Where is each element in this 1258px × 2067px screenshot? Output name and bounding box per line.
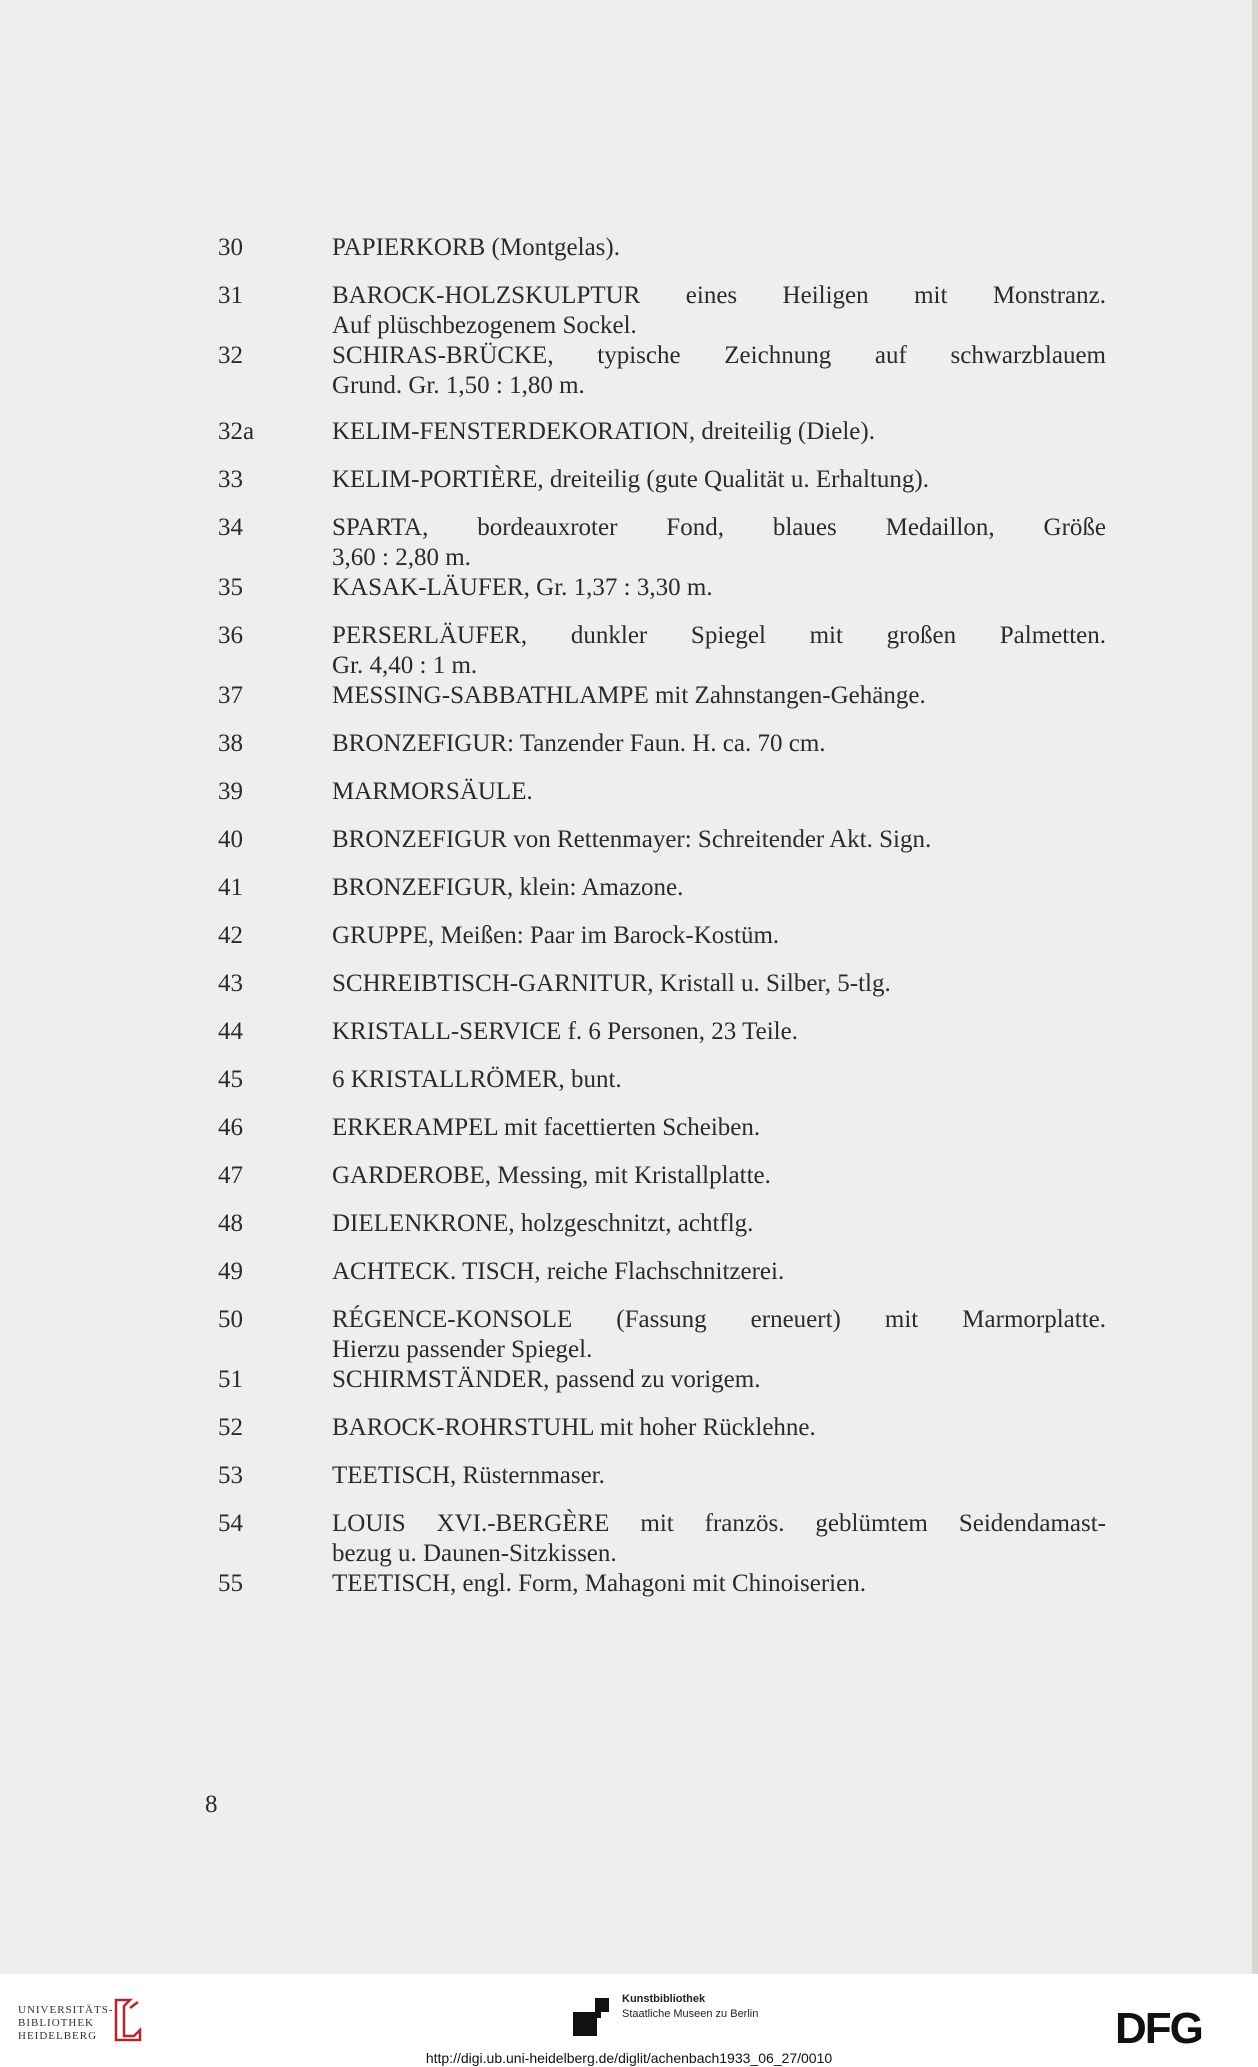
entry-description	[332, 281, 1106, 341]
entry-number: 52	[218, 1414, 243, 1441]
entry-number: 53	[218, 1462, 243, 1489]
entry-number: 37	[218, 682, 243, 709]
page-edge	[1252, 0, 1258, 1974]
entry-line: KASAK-LÄUFER, Gr. 1,37 : 3,30 m.	[332, 574, 713, 601]
entry-number: 34	[218, 514, 243, 541]
entry-description	[332, 969, 1106, 999]
entry-line: BAROCK-ROHRSTUHL mit hoher Rücklehne.	[332, 1414, 816, 1441]
entry-description	[332, 417, 1106, 447]
entry-line: MESSING-SABBATHLAMPE mit Zahnstangen-Gehänge.	[332, 682, 926, 709]
entry-line: Grund. Gr. 1,50 : 1,80 m.	[332, 372, 585, 399]
entry-line: LOUIS XVI.-BERGÈRE mit französ. geblümtem Seidendamast-	[332, 1510, 1106, 1537]
entry-line: Hierzu passender Spiegel.	[332, 1336, 593, 1363]
entry-description	[332, 513, 1106, 573]
entry-number: 39	[218, 778, 243, 805]
entry-number: 44	[218, 1018, 243, 1045]
entry-description	[332, 1461, 1106, 1491]
university-library-name	[18, 2004, 114, 2043]
entry-line: SCHIRMSTÄNDER, passend zu vorigem.	[332, 1366, 761, 1393]
entry-number: 54	[218, 1510, 243, 1537]
entry-description	[332, 341, 1106, 401]
entry-line: BRONZEFIGUR von Rettenmayer: Schreitender Akt. Sign.	[332, 826, 932, 853]
entry-line: PERSERLÄUFER, dunkler Spiegel mit großen Palmetten.	[332, 622, 1106, 649]
entry-line: SCHREIBTISCH-GARNITUR, Kristall u. Silber, 5-tlg.	[332, 970, 891, 997]
entry-description	[332, 1161, 1106, 1191]
entry-number: 38	[218, 730, 243, 757]
entry-line: ACHTECK. TISCH, reiche Flachschnitzerei.	[332, 1258, 785, 1285]
entry-number: 50	[218, 1306, 243, 1333]
entry-description	[332, 1305, 1106, 1365]
entry-line: BAROCK-HOLZSKULPTUR eines Heiligen mit Monstranz.	[332, 282, 1106, 309]
entry-description	[332, 1257, 1106, 1287]
entry-line: DIELENKRONE, holzgeschnitzt, achtflg.	[332, 1210, 754, 1237]
entry-line: RÉGENCE-KONSOLE (Fassung erneuert) mit Marmorplatte.	[332, 1306, 1106, 1333]
entry-description	[332, 1365, 1106, 1395]
entry-description	[332, 1209, 1106, 1239]
entry-description	[332, 465, 1106, 495]
entry-number: 33	[218, 466, 243, 493]
entry-line: TEETISCH, Rüsternmaser.	[332, 1462, 605, 1489]
entry-line: KELIM-PORTIÈRE, dreiteilig (gute Qualität u. Erhaltung).	[332, 466, 929, 493]
entry-number: 35	[218, 574, 243, 601]
university-logo-icon	[112, 1996, 144, 2042]
source-url[interactable]: http://digi.ub.uni-heidelberg.de/diglit/achenbach1933_06_27/0010	[425, 2050, 833, 2066]
entry-description	[332, 621, 1106, 681]
entry-description	[332, 1113, 1106, 1143]
entry-line: bezug u. Daunen-Sitzkissen.	[332, 1540, 617, 1567]
entry-number: 48	[218, 1210, 243, 1237]
entry-number: 41	[218, 874, 243, 901]
entry-line: KELIM-FENSTERDEKORATION, dreiteilig (Diele).	[332, 418, 875, 445]
entry-number: 31	[218, 282, 243, 309]
entry-description	[332, 921, 1106, 951]
entry-line: TEETISCH, engl. Form, Mahagoni mit Chinoiserien.	[332, 1570, 866, 1597]
entry-line: PAPIERKORB (Montgelas).	[332, 234, 620, 261]
entry-number: 49	[218, 1258, 243, 1285]
university-line: HEIDELBERG	[18, 2030, 98, 2042]
entry-line: GRUPPE, Meißen: Paar im Barock-Kostüm.	[332, 922, 780, 949]
entry-number: 40	[218, 826, 243, 853]
kunstbibliothek-label	[622, 1992, 758, 2022]
entry-description	[332, 1569, 1106, 1599]
entry-line: GARDEROBE, Messing, mit Kristallplatte.	[332, 1162, 771, 1189]
entry-line: KRISTALL-SERVICE f. 6 Personen, 23 Teile.	[332, 1018, 798, 1045]
entry-number: 32	[218, 342, 243, 369]
entry-number: 42	[218, 922, 243, 949]
entry-line: MARMORSÄULE.	[332, 778, 533, 805]
entry-description	[332, 729, 1106, 759]
entry-line: Gr. 4,40 : 1 m.	[332, 652, 478, 679]
entry-number: 32a	[218, 418, 255, 445]
entry-description	[332, 825, 1106, 855]
dfg-logo: DFG	[1115, 2004, 1202, 2053]
entry-line: BRONZEFIGUR: Tanzender Faun. H. ca. 70 cm.	[332, 730, 826, 757]
entry-description	[332, 873, 1106, 903]
entry-description	[332, 1413, 1106, 1443]
entry-line: Auf plüschbezogenem Sockel.	[332, 312, 637, 339]
entry-description	[332, 1509, 1106, 1569]
entry-description	[332, 777, 1106, 807]
kunstbibliothek-subtitle: Staatliche Museen zu Berlin	[622, 2008, 759, 2020]
entry-number: 51	[218, 1366, 243, 1393]
university-line: BIBLIOTHEK	[18, 2017, 94, 2029]
entry-number: 55	[218, 1570, 243, 1597]
entry-line: SCHIRAS-BRÜCKE, typische Zeichnung auf schwarzblauem	[332, 342, 1106, 369]
university-line: UNIVERSITÄTS-	[18, 2004, 114, 2016]
entry-number: 47	[218, 1162, 243, 1189]
entry-number: 46	[218, 1114, 243, 1141]
entry-description	[332, 573, 1106, 603]
kunstbibliothek-title: Kunstbibliothek	[622, 1993, 706, 2005]
page-number: 8	[205, 1791, 218, 1818]
entry-description	[332, 1017, 1106, 1047]
entry-description	[332, 233, 1106, 263]
entry-description	[332, 1065, 1106, 1095]
entry-description	[332, 681, 1106, 711]
entry-line: ERKERAMPEL mit facettierten Scheiben.	[332, 1114, 761, 1141]
entry-line: 6 KRISTALLRÖMER, bunt.	[332, 1066, 622, 1093]
entry-line: 3,60 : 2,80 m.	[332, 544, 471, 571]
entry-number: 30	[218, 234, 243, 261]
entry-number: 43	[218, 970, 243, 997]
entry-number: 45	[218, 1066, 243, 1093]
entry-line: BRONZEFIGUR, klein: Amazone.	[332, 874, 684, 901]
entry-number: 36	[218, 622, 243, 649]
entry-line: SPARTA, bordeauxroter Fond, blaues Medaillon, Größe	[332, 514, 1106, 541]
kunstbibliothek-logo-icon	[573, 1996, 617, 2040]
